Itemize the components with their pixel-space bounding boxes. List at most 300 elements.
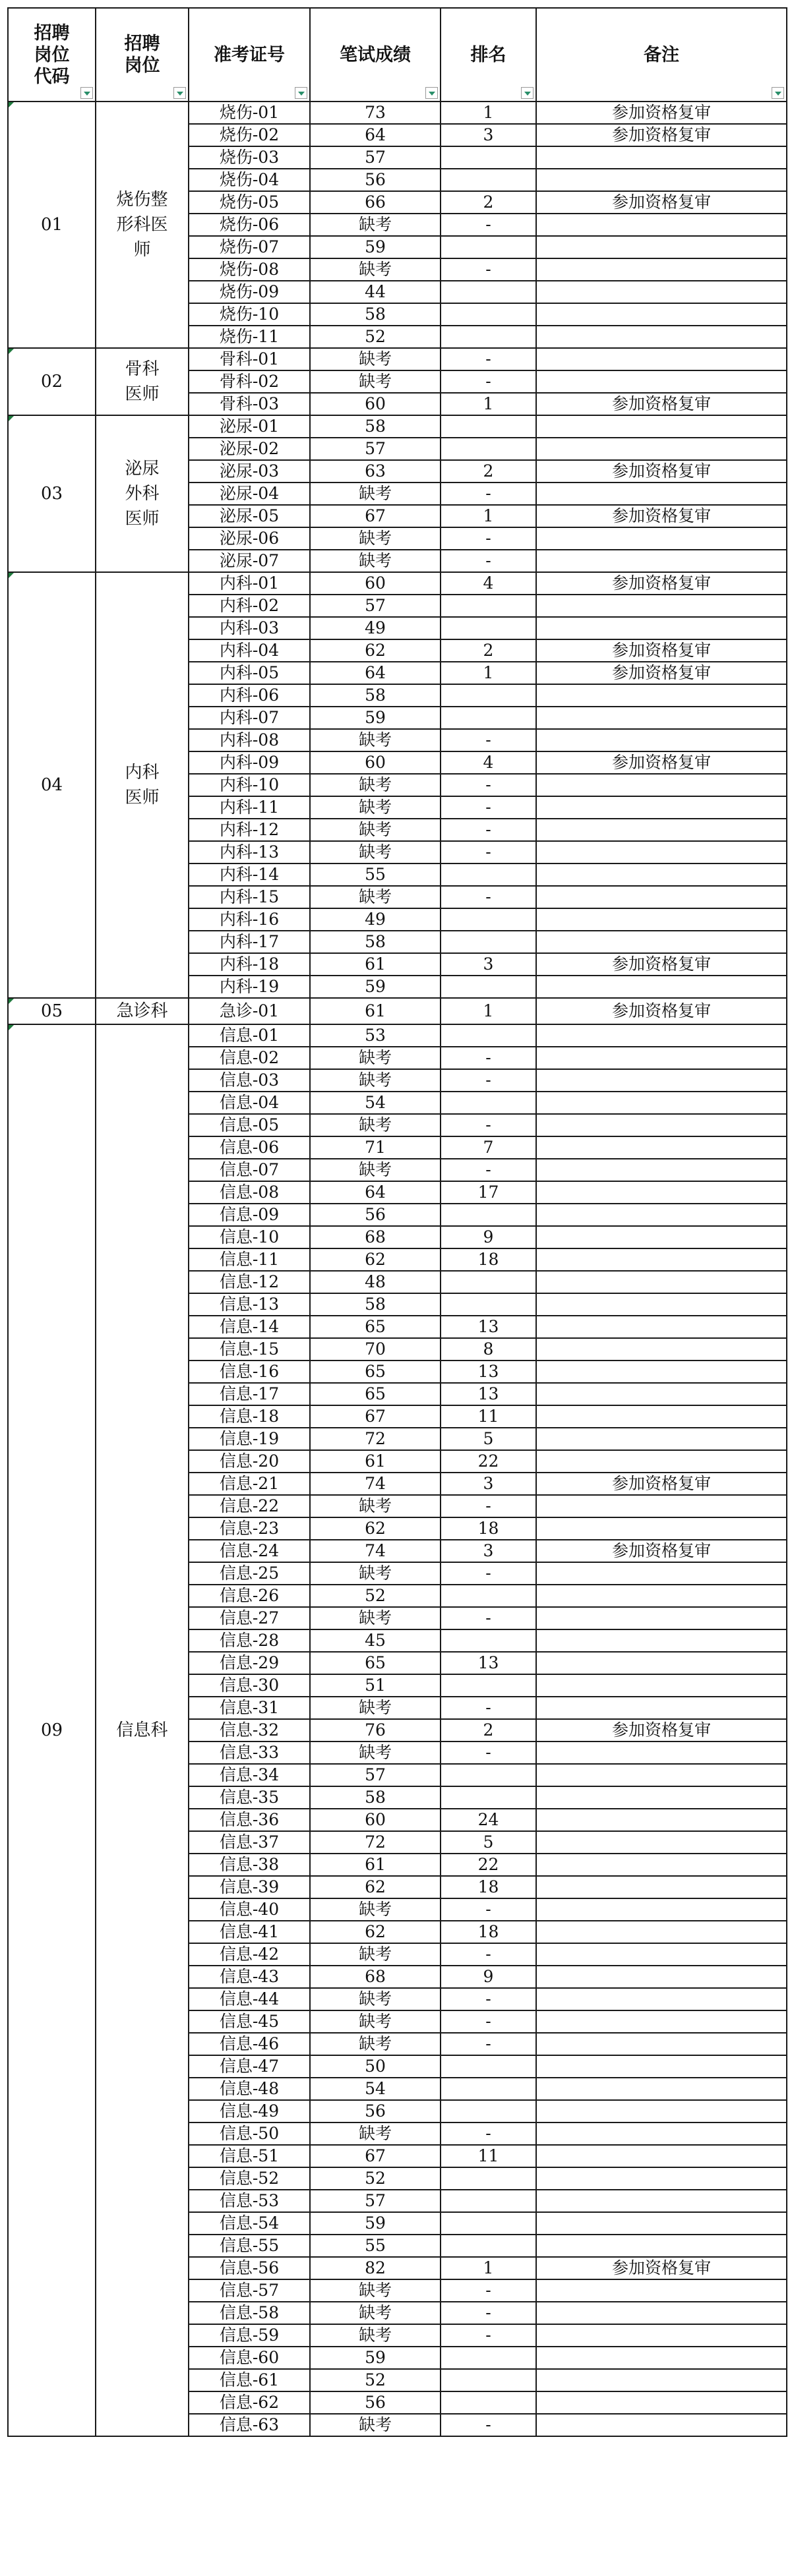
rank-cell[interactable]: - — [441, 1159, 536, 1181]
note-cell[interactable]: 参加资格复审 — [536, 460, 787, 483]
score-cell[interactable]: 58 — [310, 684, 441, 707]
rank-cell[interactable] — [441, 976, 536, 998]
rank-cell[interactable]: 3 — [441, 1473, 536, 1495]
rank-cell[interactable]: 13 — [441, 1361, 536, 1383]
group-position-cell[interactable] — [96, 102, 189, 348]
rank-cell[interactable]: 22 — [441, 1854, 536, 1876]
rank-cell[interactable] — [441, 169, 536, 191]
note-cell[interactable] — [536, 729, 787, 751]
note-cell[interactable] — [536, 281, 787, 303]
filter-dropdown-rank[interactable] — [521, 87, 534, 99]
ticket-cell[interactable]: 信息-31 — [189, 1697, 310, 1719]
score-cell[interactable]: 72 — [310, 1831, 441, 1854]
ticket-cell[interactable]: 信息-56 — [189, 2257, 310, 2279]
note-cell[interactable] — [536, 617, 787, 639]
note-cell[interactable] — [536, 1136, 787, 1159]
ticket-cell[interactable]: 内科-04 — [189, 639, 310, 662]
note-cell[interactable] — [536, 1383, 787, 1405]
rank-cell[interactable]: - — [441, 1069, 536, 1092]
rank-cell[interactable]: 1 — [441, 102, 536, 124]
score-cell[interactable]: 50 — [310, 2055, 441, 2078]
ticket-cell[interactable]: 内科-13 — [189, 841, 310, 864]
note-cell[interactable] — [536, 1966, 787, 1988]
ticket-cell[interactable]: 内科-16 — [189, 908, 310, 931]
score-cell[interactable]: 缺考 — [310, 370, 441, 393]
ticket-cell[interactable]: 信息-05 — [189, 1114, 310, 1136]
rank-cell[interactable]: - — [441, 1607, 536, 1629]
rank-cell[interactable] — [441, 1585, 536, 1607]
score-cell[interactable]: 缺考 — [310, 729, 441, 751]
rank-cell[interactable] — [441, 2190, 536, 2212]
group-code-cell[interactable]: 09 — [8, 1024, 96, 2436]
note-cell[interactable] — [536, 595, 787, 617]
ticket-cell[interactable]: 信息-51 — [189, 2145, 310, 2167]
ticket-cell[interactable]: 泌尿-06 — [189, 527, 310, 550]
note-cell[interactable] — [536, 1898, 787, 1921]
ticket-cell[interactable]: 信息-37 — [189, 1831, 310, 1854]
score-cell[interactable]: 缺考 — [310, 2279, 441, 2302]
note-cell[interactable] — [536, 1697, 787, 1719]
note-cell[interactable] — [536, 348, 787, 370]
score-cell[interactable]: 缺考 — [310, 348, 441, 370]
score-cell[interactable]: 57 — [310, 146, 441, 169]
note-cell[interactable] — [536, 1316, 787, 1338]
note-cell[interactable] — [536, 2122, 787, 2145]
score-cell[interactable]: 缺考 — [310, 1069, 441, 1092]
rank-cell[interactable] — [441, 931, 536, 953]
ticket-cell[interactable]: 烧伤-01 — [189, 102, 310, 124]
note-cell[interactable] — [536, 2167, 787, 2190]
note-cell[interactable]: 参加资格复审 — [536, 1473, 787, 1495]
ticket-cell[interactable]: 信息-62 — [189, 2391, 310, 2414]
rank-cell[interactable] — [441, 2078, 536, 2100]
ticket-cell[interactable]: 烧伤-05 — [189, 191, 310, 214]
note-cell[interactable] — [536, 774, 787, 796]
ticket-cell[interactable]: 信息-06 — [189, 1136, 310, 1159]
note-cell[interactable] — [536, 415, 787, 438]
ticket-cell[interactable]: 信息-01 — [189, 1024, 310, 1047]
rank-cell[interactable]: - — [441, 2279, 536, 2302]
score-cell[interactable]: 58 — [310, 415, 441, 438]
filter-dropdown-position[interactable] — [173, 87, 186, 99]
score-cell[interactable]: 57 — [310, 2190, 441, 2212]
rank-cell[interactable] — [441, 1271, 536, 1293]
note-cell[interactable] — [536, 236, 787, 258]
note-cell[interactable] — [536, 1585, 787, 1607]
score-cell[interactable]: 66 — [310, 191, 441, 214]
score-cell[interactable]: 48 — [310, 1271, 441, 1293]
rank-cell[interactable]: - — [441, 2033, 536, 2055]
score-cell[interactable]: 缺考 — [310, 1607, 441, 1629]
score-cell[interactable]: 缺考 — [310, 2033, 441, 2055]
note-cell[interactable] — [536, 1607, 787, 1629]
group-code-cell[interactable]: 04 — [8, 572, 96, 998]
note-cell[interactable]: 参加资格复审 — [536, 124, 787, 146]
ticket-cell[interactable]: 信息-40 — [189, 1898, 310, 1921]
note-cell[interactable] — [536, 1809, 787, 1831]
rank-cell[interactable]: 13 — [441, 1652, 536, 1674]
note-cell[interactable] — [536, 1181, 787, 1204]
rank-cell[interactable] — [441, 236, 536, 258]
score-cell[interactable]: 缺考 — [310, 1495, 441, 1517]
note-cell[interactable] — [536, 2078, 787, 2100]
score-cell[interactable]: 65 — [310, 1316, 441, 1338]
score-cell[interactable]: 60 — [310, 393, 441, 415]
note-cell[interactable] — [536, 819, 787, 841]
rank-cell[interactable]: 18 — [441, 1517, 536, 1540]
score-cell[interactable]: 57 — [310, 595, 441, 617]
note-cell[interactable] — [536, 707, 787, 729]
ticket-cell[interactable]: 骨科-03 — [189, 393, 310, 415]
note-cell[interactable]: 参加资格复审 — [536, 751, 787, 774]
note-cell[interactable] — [536, 1069, 787, 1092]
score-cell[interactable]: 缺考 — [310, 1114, 441, 1136]
note-cell[interactable] — [536, 864, 787, 886]
score-cell[interactable]: 74 — [310, 1540, 441, 1562]
ticket-cell[interactable]: 内科-10 — [189, 774, 310, 796]
score-cell[interactable]: 64 — [310, 124, 441, 146]
ticket-cell[interactable]: 信息-09 — [189, 1204, 310, 1226]
ticket-cell[interactable]: 信息-28 — [189, 1629, 310, 1652]
ticket-cell[interactable]: 骨科-01 — [189, 348, 310, 370]
ticket-cell[interactable]: 信息-55 — [189, 2235, 310, 2257]
rank-cell[interactable]: 4 — [441, 751, 536, 774]
note-cell[interactable] — [536, 841, 787, 864]
note-cell[interactable] — [536, 1674, 787, 1697]
note-cell[interactable]: 参加资格复审 — [536, 639, 787, 662]
group-code-cell[interactable]: 03 — [8, 415, 96, 572]
rank-cell[interactable]: 9 — [441, 1966, 536, 1988]
rank-cell[interactable] — [441, 707, 536, 729]
score-cell[interactable]: 67 — [310, 1405, 441, 1428]
score-cell[interactable]: 56 — [310, 169, 441, 191]
note-cell[interactable] — [536, 1248, 787, 1271]
ticket-cell[interactable]: 内科-08 — [189, 729, 310, 751]
score-cell[interactable]: 71 — [310, 1136, 441, 1159]
ticket-cell[interactable]: 信息-08 — [189, 1181, 310, 1204]
note-cell[interactable] — [536, 886, 787, 908]
ticket-cell[interactable]: 泌尿-02 — [189, 438, 310, 460]
score-cell[interactable]: 缺考 — [310, 2302, 441, 2324]
ticket-cell[interactable]: 信息-45 — [189, 2010, 310, 2033]
ticket-cell[interactable]: 内科-14 — [189, 864, 310, 886]
ticket-cell[interactable]: 信息-39 — [189, 1876, 310, 1898]
rank-cell[interactable] — [441, 684, 536, 707]
score-cell[interactable]: 61 — [310, 998, 441, 1024]
rank-cell[interactable]: - — [441, 1047, 536, 1069]
note-cell[interactable] — [536, 1092, 787, 1114]
rank-cell[interactable]: - — [441, 1988, 536, 2010]
ticket-cell[interactable]: 信息-47 — [189, 2055, 310, 2078]
rank-cell[interactable]: 18 — [441, 1921, 536, 1943]
ticket-cell[interactable]: 信息-04 — [189, 1092, 310, 1114]
score-cell[interactable]: 缺考 — [310, 774, 441, 796]
rank-cell[interactable] — [441, 415, 536, 438]
rank-cell[interactable]: 2 — [441, 460, 536, 483]
rank-cell[interactable]: 11 — [441, 1405, 536, 1428]
rank-cell[interactable] — [441, 1204, 536, 1226]
ticket-cell[interactable]: 信息-36 — [189, 1809, 310, 1831]
ticket-cell[interactable]: 信息-46 — [189, 2033, 310, 2055]
score-cell[interactable]: 74 — [310, 1473, 441, 1495]
ticket-cell[interactable]: 泌尿-01 — [189, 415, 310, 438]
rank-cell[interactable]: 5 — [441, 1428, 536, 1450]
ticket-cell[interactable]: 信息-34 — [189, 1764, 310, 1786]
ticket-cell[interactable]: 信息-21 — [189, 1473, 310, 1495]
note-cell[interactable]: 参加资格复审 — [536, 1540, 787, 1562]
filter-dropdown-code[interactable] — [80, 87, 93, 99]
ticket-cell[interactable]: 信息-27 — [189, 1607, 310, 1629]
ticket-cell[interactable]: 信息-33 — [189, 1742, 310, 1764]
ticket-cell[interactable]: 信息-17 — [189, 1383, 310, 1405]
note-cell[interactable]: 参加资格复审 — [536, 998, 787, 1024]
rank-cell[interactable] — [441, 908, 536, 931]
ticket-cell[interactable]: 信息-15 — [189, 1338, 310, 1361]
ticket-cell[interactable]: 信息-49 — [189, 2100, 310, 2122]
ticket-cell[interactable]: 泌尿-03 — [189, 460, 310, 483]
filter-dropdown-ticket[interactable] — [295, 87, 307, 99]
ticket-cell[interactable]: 信息-35 — [189, 1786, 310, 1809]
note-cell[interactable] — [536, 370, 787, 393]
note-cell[interactable] — [536, 1204, 787, 1226]
score-cell[interactable]: 60 — [310, 572, 441, 595]
ticket-cell[interactable]: 内科-11 — [189, 796, 310, 819]
ticket-cell[interactable]: 信息-44 — [189, 1988, 310, 2010]
rank-cell[interactable]: - — [441, 841, 536, 864]
note-cell[interactable] — [536, 2212, 787, 2235]
score-cell[interactable]: 缺考 — [310, 1988, 441, 2010]
rank-cell[interactable] — [441, 438, 536, 460]
score-cell[interactable]: 缺考 — [310, 1562, 441, 1585]
note-cell[interactable]: 参加资格复审 — [536, 393, 787, 415]
ticket-cell[interactable]: 信息-32 — [189, 1719, 310, 1742]
score-cell[interactable]: 52 — [310, 2167, 441, 2190]
score-cell[interactable]: 58 — [310, 1293, 441, 1316]
rank-cell[interactable]: 3 — [441, 953, 536, 976]
rank-cell[interactable] — [441, 1674, 536, 1697]
note-cell[interactable] — [536, 1652, 787, 1674]
note-cell[interactable] — [536, 326, 787, 348]
note-cell[interactable] — [536, 931, 787, 953]
group-position-cell[interactable] — [96, 415, 189, 572]
rank-cell[interactable]: - — [441, 214, 536, 236]
note-cell[interactable] — [536, 796, 787, 819]
score-cell[interactable]: 76 — [310, 1719, 441, 1742]
rank-cell[interactable]: 2 — [441, 191, 536, 214]
ticket-cell[interactable]: 信息-61 — [189, 2369, 310, 2391]
group-code-cell[interactable]: 01 — [8, 102, 96, 348]
rank-cell[interactable]: 1 — [441, 2257, 536, 2279]
note-cell[interactable] — [536, 1517, 787, 1540]
ticket-cell[interactable]: 内科-09 — [189, 751, 310, 774]
note-cell[interactable] — [536, 1876, 787, 1898]
rank-cell[interactable] — [441, 2391, 536, 2414]
note-cell[interactable] — [536, 1786, 787, 1809]
rank-cell[interactable]: 9 — [441, 1226, 536, 1248]
score-cell[interactable]: 缺考 — [310, 483, 441, 505]
score-cell[interactable]: 59 — [310, 976, 441, 998]
rank-cell[interactable] — [441, 146, 536, 169]
score-cell[interactable]: 52 — [310, 2369, 441, 2391]
group-position-cell[interactable] — [96, 998, 189, 1024]
note-cell[interactable] — [536, 1428, 787, 1450]
score-cell[interactable]: 52 — [310, 326, 441, 348]
note-cell[interactable] — [536, 169, 787, 191]
rank-cell[interactable] — [441, 1024, 536, 1047]
ticket-cell[interactable]: 信息-38 — [189, 1854, 310, 1876]
score-cell[interactable]: 58 — [310, 303, 441, 326]
rank-cell[interactable]: - — [441, 2302, 536, 2324]
ticket-cell[interactable]: 烧伤-08 — [189, 258, 310, 281]
ticket-cell[interactable]: 内科-03 — [189, 617, 310, 639]
ticket-cell[interactable]: 信息-02 — [189, 1047, 310, 1069]
note-cell[interactable] — [536, 2369, 787, 2391]
score-cell[interactable]: 52 — [310, 1585, 441, 1607]
score-cell[interactable]: 缺考 — [310, 1943, 441, 1966]
note-cell[interactable] — [536, 2279, 787, 2302]
rank-cell[interactable] — [441, 1293, 536, 1316]
rank-cell[interactable]: 1 — [441, 662, 536, 684]
rank-cell[interactable]: - — [441, 1898, 536, 1921]
score-cell[interactable]: 56 — [310, 2391, 441, 2414]
ticket-cell[interactable]: 信息-03 — [189, 1069, 310, 1092]
note-cell[interactable] — [536, 2100, 787, 2122]
score-cell[interactable]: 49 — [310, 617, 441, 639]
rank-cell[interactable] — [441, 2347, 536, 2369]
score-cell[interactable]: 缺考 — [310, 796, 441, 819]
score-cell[interactable]: 57 — [310, 438, 441, 460]
score-cell[interactable]: 59 — [310, 2347, 441, 2369]
rank-cell[interactable]: - — [441, 729, 536, 751]
ticket-cell[interactable]: 信息-20 — [189, 1450, 310, 1473]
group-code-cell[interactable]: 02 — [8, 348, 96, 415]
note-cell[interactable] — [536, 2010, 787, 2033]
ticket-cell[interactable]: 信息-22 — [189, 1495, 310, 1517]
ticket-cell[interactable]: 信息-30 — [189, 1674, 310, 1697]
rank-cell[interactable]: 3 — [441, 1540, 536, 1562]
score-cell[interactable]: 缺考 — [310, 1159, 441, 1181]
rank-cell[interactable]: 4 — [441, 572, 536, 595]
rank-cell[interactable]: - — [441, 1742, 536, 1764]
ticket-cell[interactable]: 信息-14 — [189, 1316, 310, 1338]
rank-cell[interactable]: 18 — [441, 1876, 536, 1898]
rank-cell[interactable]: 2 — [441, 639, 536, 662]
ticket-cell[interactable]: 信息-50 — [189, 2122, 310, 2145]
ticket-cell[interactable]: 信息-60 — [189, 2347, 310, 2369]
ticket-cell[interactable]: 泌尿-07 — [189, 550, 310, 572]
note-cell[interactable]: 参加资格复审 — [536, 505, 787, 527]
rank-cell[interactable]: - — [441, 1697, 536, 1719]
rank-cell[interactable]: - — [441, 1943, 536, 1966]
ticket-cell[interactable]: 信息-57 — [189, 2279, 310, 2302]
ticket-cell[interactable]: 内科-01 — [189, 572, 310, 595]
score-cell[interactable]: 62 — [310, 1921, 441, 1943]
score-cell[interactable]: 72 — [310, 1428, 441, 1450]
ticket-cell[interactable]: 信息-52 — [189, 2167, 310, 2190]
score-cell[interactable]: 49 — [310, 908, 441, 931]
ticket-cell[interactable]: 信息-54 — [189, 2212, 310, 2235]
score-cell[interactable]: 56 — [310, 1204, 441, 1226]
score-cell[interactable]: 59 — [310, 707, 441, 729]
ticket-cell[interactable]: 烧伤-10 — [189, 303, 310, 326]
score-cell[interactable]: 59 — [310, 236, 441, 258]
score-cell[interactable]: 70 — [310, 1338, 441, 1361]
rank-cell[interactable] — [441, 2212, 536, 2235]
ticket-cell[interactable]: 烧伤-04 — [189, 169, 310, 191]
rank-cell[interactable]: - — [441, 774, 536, 796]
note-cell[interactable] — [536, 2302, 787, 2324]
note-cell[interactable] — [536, 1024, 787, 1047]
ticket-cell[interactable]: 烧伤-03 — [189, 146, 310, 169]
ticket-cell[interactable]: 信息-58 — [189, 2302, 310, 2324]
score-cell[interactable]: 67 — [310, 2145, 441, 2167]
group-position-cell[interactable] — [96, 572, 189, 998]
score-cell[interactable]: 62 — [310, 1517, 441, 1540]
ticket-cell[interactable]: 信息-25 — [189, 1562, 310, 1585]
note-cell[interactable] — [536, 2235, 787, 2257]
rank-cell[interactable]: 1 — [441, 998, 536, 1024]
ticket-cell[interactable]: 信息-63 — [189, 2414, 310, 2436]
ticket-cell[interactable]: 内科-05 — [189, 662, 310, 684]
score-cell[interactable]: 61 — [310, 953, 441, 976]
rank-cell[interactable]: - — [441, 550, 536, 572]
score-cell[interactable]: 缺考 — [310, 886, 441, 908]
rank-cell[interactable]: - — [441, 1562, 536, 1585]
score-cell[interactable]: 44 — [310, 281, 441, 303]
note-cell[interactable] — [536, 1943, 787, 1966]
score-cell[interactable]: 73 — [310, 102, 441, 124]
ticket-cell[interactable]: 信息-11 — [189, 1248, 310, 1271]
score-cell[interactable]: 54 — [310, 1092, 441, 1114]
score-cell[interactable]: 缺考 — [310, 819, 441, 841]
note-cell[interactable] — [536, 2033, 787, 2055]
note-cell[interactable] — [536, 908, 787, 931]
score-cell[interactable]: 缺考 — [310, 527, 441, 550]
note-cell[interactable] — [536, 1361, 787, 1383]
score-cell[interactable]: 缺考 — [310, 214, 441, 236]
rank-cell[interactable]: 5 — [441, 1831, 536, 1854]
rank-cell[interactable]: - — [441, 2010, 536, 2033]
score-cell[interactable]: 57 — [310, 1764, 441, 1786]
note-cell[interactable] — [536, 2145, 787, 2167]
note-cell[interactable] — [536, 1742, 787, 1764]
note-cell[interactable]: 参加资格复审 — [536, 102, 787, 124]
score-cell[interactable]: 60 — [310, 1809, 441, 1831]
note-cell[interactable] — [536, 976, 787, 998]
note-cell[interactable] — [536, 1047, 787, 1069]
score-cell[interactable]: 缺考 — [310, 2324, 441, 2347]
note-cell[interactable] — [536, 1114, 787, 1136]
rank-cell[interactable]: - — [441, 348, 536, 370]
group-code-cell[interactable]: 05 — [8, 998, 96, 1024]
note-cell[interactable] — [536, 1495, 787, 1517]
note-cell[interactable] — [536, 684, 787, 707]
score-cell[interactable]: 61 — [310, 1450, 441, 1473]
group-position-cell[interactable] — [96, 348, 189, 415]
rank-cell[interactable] — [441, 2167, 536, 2190]
rank-cell[interactable] — [441, 2235, 536, 2257]
note-cell[interactable]: 参加资格复审 — [536, 662, 787, 684]
rank-cell[interactable]: 2 — [441, 1719, 536, 1742]
score-cell[interactable]: 55 — [310, 864, 441, 886]
note-cell[interactable] — [536, 1921, 787, 1943]
rank-cell[interactable]: - — [441, 2324, 536, 2347]
ticket-cell[interactable]: 烧伤-06 — [189, 214, 310, 236]
ticket-cell[interactable]: 内科-18 — [189, 953, 310, 976]
score-cell[interactable]: 82 — [310, 2257, 441, 2279]
score-cell[interactable]: 56 — [310, 2100, 441, 2122]
note-cell[interactable] — [536, 2414, 787, 2436]
